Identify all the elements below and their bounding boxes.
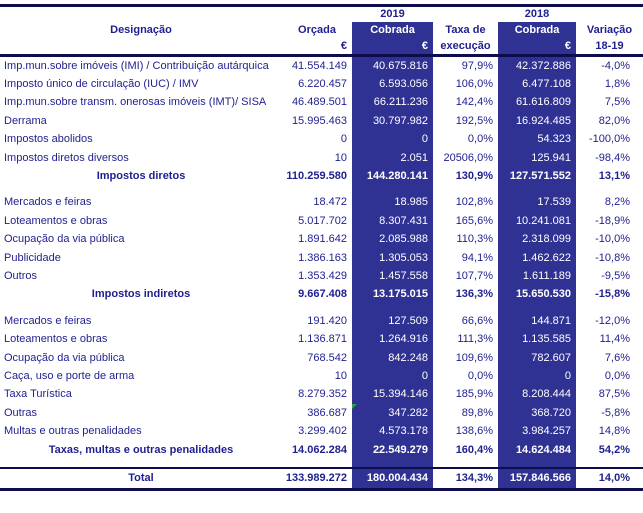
orcada-value: 18.472: [313, 196, 347, 209]
row-label: Imp.mun.sobre imóveis (IMI) / Contribuição autárquica: [4, 59, 269, 72]
table-row: [0, 330, 643, 348]
cobrada-2018-value: 15.650.530: [498, 286, 576, 304]
variacao-header-line2: 18-19: [576, 39, 643, 56]
orcada-value: 5.017.702: [298, 214, 347, 227]
cobrada-2018-value: 0: [498, 367, 576, 385]
row-label: Imp.mun.sobre transm. onerosas imóveis (IMT)/ SISA: [4, 96, 267, 109]
orcada-value: 1.353.429: [298, 269, 347, 282]
spacer-row: [0, 186, 643, 194]
orcada-value: 1.136.871: [298, 333, 347, 346]
orcada-value: 6.220.457: [298, 78, 347, 91]
main-header-row: [0, 22, 643, 39]
row-label: Outras: [4, 406, 38, 419]
cobrada-2018-value: 14.624.484: [498, 441, 576, 459]
row-label: Outros: [4, 269, 38, 282]
variacao-value: 14,8%: [598, 425, 630, 438]
row-label: Mercados e feiras: [4, 196, 92, 209]
table-row: [0, 386, 643, 404]
cobrada-2019-value: 2.085.988: [352, 231, 433, 249]
taxa-execucao-value: 0,0%: [467, 133, 493, 146]
orcada-value: 10: [334, 151, 347, 164]
spacer-cell: [498, 459, 576, 468]
row-label: Publicidade: [4, 251, 61, 264]
taxa-execucao-value: 136,3%: [455, 288, 493, 301]
cobrada-2019-value: 0: [352, 367, 433, 385]
taxa-execucao-value: 160,4%: [455, 443, 493, 456]
orcada-value: 14.062.284: [291, 443, 347, 456]
spacer-cell: [433, 459, 498, 468]
cobrada-2019-value: 15.394.146: [352, 386, 433, 404]
cobrada-2019-value: 347.282: [352, 404, 433, 422]
cobrada-2019-value: 18.985: [352, 194, 433, 212]
cobrada-2019-value: 1.305.053: [352, 249, 433, 267]
spacer-cell: [498, 304, 576, 312]
taxa-execucao-value: 130,9%: [455, 170, 493, 183]
table-row: [0, 149, 643, 167]
table-row: [0, 56, 643, 76]
cobrada-2018-value: 54.323: [498, 131, 576, 149]
cobrada-2018-value: 2.318.099: [498, 231, 576, 249]
orcada-value: 15.995.463: [291, 114, 347, 127]
empty-cell: [0, 39, 282, 56]
taxa-execucao-value: 185,9%: [455, 388, 493, 401]
spacer-cell: [433, 304, 498, 312]
taxa-execucao-value: 102,8%: [455, 196, 493, 209]
row-label: Impostos diretos: [96, 170, 186, 183]
variacao-value: -100,0%: [589, 133, 630, 146]
row-label: Taxas, multas e outras penalidades: [48, 443, 234, 456]
cobrada-2018-value: 16.924.485: [498, 112, 576, 130]
year-2018-label: 2018: [498, 6, 576, 23]
row-label: Ocupação da via pública: [4, 351, 125, 364]
cobrada-2018-value: 144.871: [498, 312, 576, 330]
row-label: Mercados e feiras: [4, 314, 92, 327]
cobrada-2019-euro-symbol: €: [352, 39, 433, 56]
taxa-execucao-value: 107,7%: [455, 269, 493, 282]
orcada-value: 9.667.408: [298, 288, 347, 301]
cobrada-2019-value: 180.004.434: [352, 468, 433, 490]
row-label: Imposto único de circulação (IUC) / IMV: [4, 78, 199, 91]
taxa-execucao-value: 89,8%: [461, 406, 493, 419]
spacer-cell: [576, 304, 643, 312]
spacer-cell: [352, 186, 433, 194]
variacao-value: 8,2%: [604, 196, 630, 209]
cobrada-2018-value: 1.611.189: [498, 267, 576, 285]
orcada-value: 10: [334, 369, 347, 382]
cobrada-2018-value: 125.941: [498, 149, 576, 167]
cobrada-2019-value: 127.509: [352, 312, 433, 330]
spacer-cell: [0, 186, 282, 194]
cobrada-2019-value: 2.051: [352, 149, 433, 167]
taxa-execucao-value: 110,3%: [456, 233, 493, 246]
orcada-value: 386.687: [307, 406, 347, 419]
taxa-execucao-value: 94,1%: [461, 251, 493, 264]
table-row: [0, 131, 643, 149]
variacao-header-line1: Variação: [586, 24, 633, 36]
taxa-execucao-header-line1: Taxa de: [445, 24, 486, 36]
cobrada-2019-value: 842.248: [352, 349, 433, 367]
row-label: Loteamentos e obras: [4, 214, 108, 227]
variacao-value: 54,2%: [598, 443, 630, 456]
cobrada-2018-value: 42.372.886: [498, 56, 576, 76]
taxa-execucao-value: 20506,0%: [443, 151, 493, 164]
spacer-cell: [282, 304, 352, 312]
row-label: Taxa Turística: [4, 388, 72, 401]
table-body: [0, 56, 643, 490]
variacao-value: -18,9%: [595, 214, 630, 227]
spacer-cell: [0, 459, 282, 468]
total-row: [0, 468, 643, 490]
orcada-value: 3.299.402: [298, 425, 347, 438]
variacao-value: 0,0%: [604, 369, 630, 382]
taxa-execucao-value: 138,6%: [455, 425, 493, 438]
variacao-value: -10,0%: [595, 233, 630, 246]
table-row: [0, 422, 643, 440]
cobrada-2019-value: 30.797.982: [352, 112, 433, 130]
spacer-cell: [352, 304, 433, 312]
row-label: Loteamentos e obras: [4, 333, 108, 346]
spacer-cell: [282, 459, 352, 468]
orcada-euro-symbol: €: [282, 39, 352, 56]
spacer-row: [0, 459, 643, 468]
table-row: [0, 231, 643, 249]
cobrada-2018-value: 157.846.566: [498, 468, 576, 490]
cobrada-2018-value: 10.241.081: [498, 212, 576, 230]
tax-revenue-table: [0, 4, 643, 491]
table-row: [0, 267, 643, 285]
cobrada-2019-value: 144.280.141: [352, 167, 433, 185]
cobrada-2018-header: Cobrada: [498, 22, 576, 39]
row-label: Impostos diretos diversos: [4, 151, 129, 164]
cobrada-2019-value: 40.675.816: [352, 56, 433, 76]
variacao-value: 7,6%: [604, 351, 630, 364]
taxa-execucao-value: 192,5%: [455, 114, 493, 127]
orcada-value: 768.542: [307, 351, 347, 364]
spacer-cell: [0, 304, 282, 312]
orcada-value: 110.259.580: [286, 170, 347, 183]
orcada-value: 46.489.501: [291, 96, 347, 109]
empty-cell: [0, 6, 282, 23]
spacer-cell: [352, 459, 433, 468]
designacao-header: Designação: [110, 24, 172, 36]
cobrada-2018-value: 1.135.585: [498, 330, 576, 348]
variacao-value: 87,5%: [598, 388, 630, 401]
cobrada-2018-value: 6.477.108: [498, 75, 576, 93]
variacao-value: -9,5%: [601, 269, 630, 282]
empty-cell: [282, 6, 352, 23]
cobrada-2018-value: 61.616.809: [498, 94, 576, 112]
taxa-execucao-value: 134,3%: [433, 468, 498, 490]
row-label: Caça, uso e porte de arma: [4, 369, 135, 382]
year-2019-label: 2019: [352, 6, 433, 23]
taxa-execucao-value: 111,3%: [457, 333, 493, 346]
variacao-value: 7,5%: [604, 96, 630, 109]
variacao-value: -12,0%: [595, 314, 630, 327]
cobrada-2018-value: 17.539: [498, 194, 576, 212]
orcada-header: Orçada: [298, 24, 336, 36]
variacao-value: 11,4%: [599, 333, 630, 346]
spacer-cell: [576, 186, 643, 194]
variacao-value: -15,8%: [595, 288, 630, 301]
cobrada-2019-value: 13.175.015: [352, 286, 433, 304]
orcada-value: 41.554.149: [291, 59, 347, 72]
subtotal-row: [0, 167, 643, 185]
year-header-row: [0, 6, 643, 23]
empty-cell: [433, 6, 498, 23]
variacao-value: 82,0%: [598, 114, 630, 127]
row-label: Total: [0, 468, 282, 490]
variacao-value: 13,1%: [598, 170, 630, 183]
table-row: [0, 94, 643, 112]
spacer-cell: [576, 459, 643, 468]
cobrada-2019-value: 4.573.178: [352, 422, 433, 440]
orcada-value: 191.420: [307, 314, 347, 327]
table-row: [0, 75, 643, 93]
spacer-cell: [498, 186, 576, 194]
variacao-value: -5,8%: [601, 406, 630, 419]
variacao-value: -98,4%: [595, 151, 630, 164]
empty-cell: [576, 6, 643, 23]
taxa-execucao-value: 165,6%: [455, 214, 493, 227]
table-row: [0, 194, 643, 212]
taxa-execucao-value: 66,6%: [461, 314, 493, 327]
table-row: [0, 404, 643, 422]
variacao-value: 1,8%: [604, 78, 630, 91]
table-row: [0, 312, 643, 330]
variacao-value: 14,0%: [576, 468, 643, 490]
row-label: Ocupação da via pública: [4, 233, 125, 246]
orcada-value: 0: [340, 133, 347, 146]
taxa-execucao-value: 142,4%: [455, 96, 493, 109]
orcada-value: 1.891.642: [298, 233, 347, 246]
taxa-execucao-header-line2: execução: [433, 39, 498, 56]
table-row: [0, 212, 643, 230]
cobrada-2019-value: 1.264.916: [352, 330, 433, 348]
cobrada-2018-value: 368.720: [498, 404, 576, 422]
cobrada-2018-value: 1.462.622: [498, 249, 576, 267]
cobrada-2018-value: 127.571.552: [498, 167, 576, 185]
cobrada-2019-value: 22.549.279: [352, 441, 433, 459]
orcada-value: 133.989.272: [282, 468, 352, 490]
cobrada-2019-value: 6.593.056: [352, 75, 433, 93]
euro-header-row: [0, 39, 643, 56]
variacao-value: -10,8%: [595, 251, 630, 264]
cobrada-2019-value: 66.211.236: [352, 94, 433, 112]
spacer-cell: [433, 186, 498, 194]
table-row: [0, 349, 643, 367]
cobrada-2018-value: 3.984.257: [498, 422, 576, 440]
spacer-cell: [282, 186, 352, 194]
taxa-execucao-value: 109,6%: [455, 351, 493, 364]
cobrada-2018-euro-symbol: €: [498, 39, 576, 56]
cobrada-2018-value: 782.607: [498, 349, 576, 367]
table-row: [0, 249, 643, 267]
table-row: [0, 367, 643, 385]
orcada-value: 8.279.352: [298, 388, 347, 401]
row-label: Impostos abolidos: [4, 133, 93, 146]
orcada-value: 1.386.163: [298, 251, 347, 264]
taxa-execucao-value: 106,0%: [455, 78, 493, 91]
cobrada-2019-header: Cobrada: [352, 22, 433, 39]
taxa-execucao-value: 97,9%: [461, 59, 493, 72]
row-label: Multas e outras penalidades: [4, 425, 142, 438]
taxa-execucao-value: 0,0%: [467, 369, 493, 382]
subtotal-row: [0, 286, 643, 304]
variacao-value: -4,0%: [601, 59, 630, 72]
cobrada-2019-value: 0: [352, 131, 433, 149]
cobrada-2019-value: 8.307.431: [352, 212, 433, 230]
cobrada-2018-value: 8.208.444: [498, 386, 576, 404]
row-label: Impostos indiretos: [91, 288, 191, 301]
cobrada-2019-value: 1.457.558: [352, 267, 433, 285]
row-label: Derrama: [4, 114, 47, 127]
spacer-row: [0, 304, 643, 312]
subtotal-row: [0, 441, 643, 459]
table-row: [0, 112, 643, 130]
